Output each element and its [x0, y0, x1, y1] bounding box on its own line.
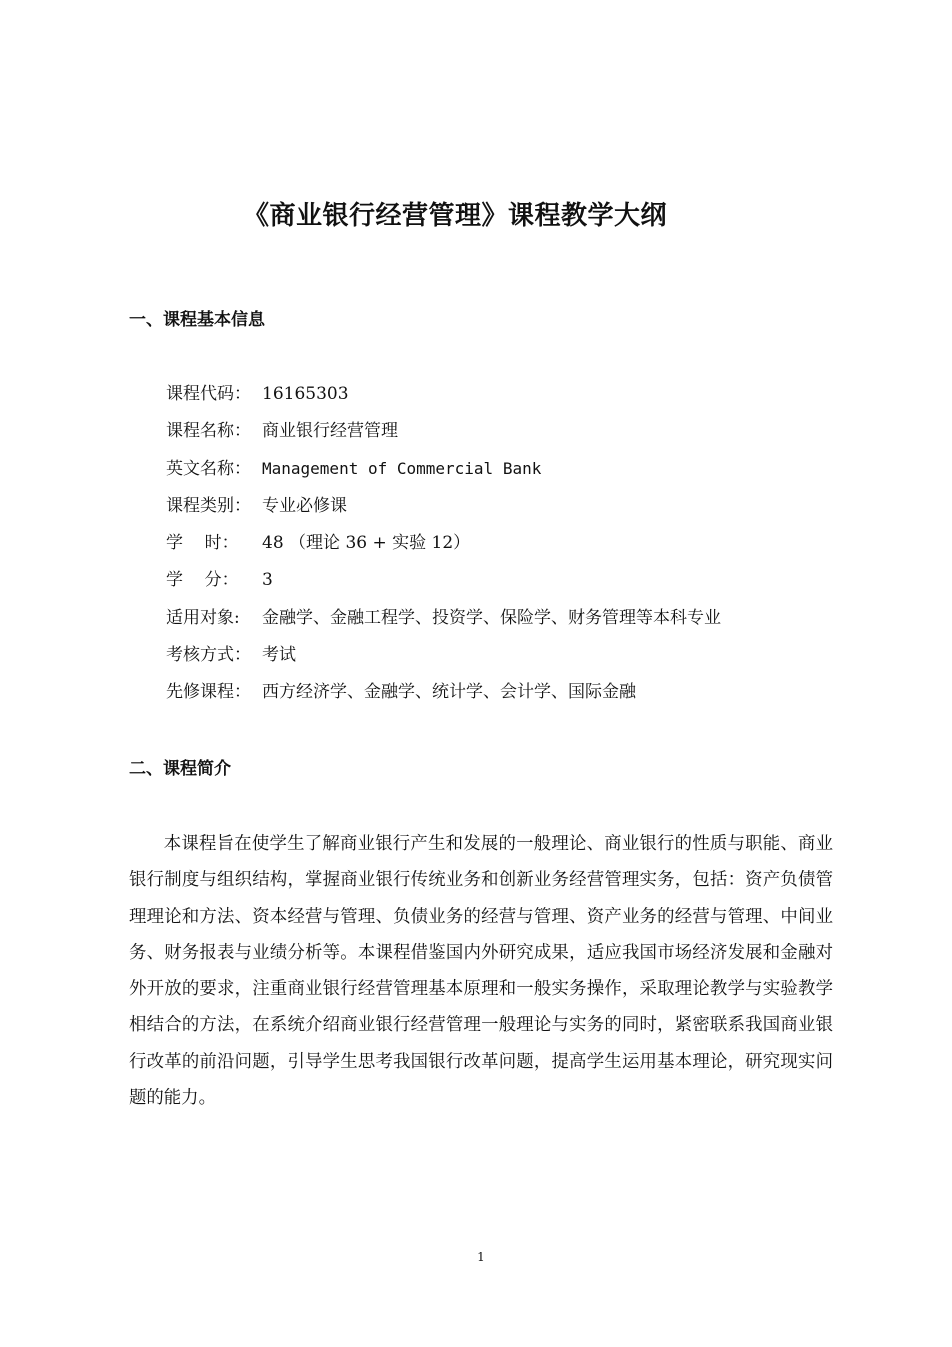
info-label: 英文名称：: [166, 458, 251, 479]
section-heading-course-intro: 二、课程简介: [129, 759, 231, 779]
info-value: 商业银行经营管理: [262, 421, 398, 442]
info-label: 学 时：: [166, 533, 239, 554]
info-row-course-category: [166, 492, 866, 529]
info-row-assessment: [166, 641, 866, 678]
info-value: 3: [262, 570, 273, 591]
info-value: Management of Commercial Bank: [262, 458, 542, 478]
info-row-prerequisites: [166, 678, 866, 715]
info-value: 西方经济学、金融学、统计学、会计学、国际金融: [262, 682, 636, 703]
info-row-course-code: [166, 380, 866, 417]
info-value: 金融学、金融工程学、投资学、保险学、财务管理等本科专业: [262, 607, 721, 628]
document-title: 《商业银行经营管理》课程教学大纲: [242, 201, 667, 231]
section-heading-basic-info: 一、课程基本信息: [129, 310, 265, 330]
info-label: 学 分：: [166, 570, 239, 591]
info-row-target-audience: [166, 604, 866, 641]
info-label: 课程名称：: [166, 421, 251, 442]
info-value: 考试: [262, 645, 296, 666]
info-label: 考核方式：: [166, 645, 251, 666]
info-label: 课程代码：: [166, 384, 251, 404]
info-label: 课程类别：: [166, 495, 251, 516]
info-row-hours: [166, 529, 866, 566]
page-number: 1: [477, 1250, 485, 1264]
info-value: 48 （理论 36 + 实验 12）: [262, 533, 471, 554]
info-row-english-name: [166, 455, 866, 492]
info-value: 专业必修课: [262, 495, 347, 516]
course-intro-paragraph: 本课程旨在使学生了解商业银行产生和发展的一般理论、商业银行的性质与职能、商业银行制度与组织结构，掌握商业银行传统业务和创新业务经营管理实务，包括：资产负债管理理论和方法、资本经营与管理、负债业务的经营与管理、资产业务的经营与管理、中间业务、财务报表与业绩分析等。本课程借鉴国内外研究成果，适应我国市场经济发展和金融对外开放的要求，注重商业银行经营管理基本原理和一般实务操作，采取理论教学与实验教学相结合的方法，在系统介绍商业银行经营管理一般理论与实务的同时，紧密联系我国商业银行改革的前沿问题，引导学生思考我国银行改革问题，提高学生运用基本理论，研究现实问题的能力。: [129, 834, 833, 1109]
info-label: 适用对象:: [166, 607, 240, 628]
course-info-list: [166, 380, 866, 716]
info-row-credits: [166, 566, 866, 603]
info-label: 先修课程：: [166, 682, 251, 703]
info-row-course-name: [166, 417, 866, 454]
info-value: 16165303: [262, 384, 349, 404]
